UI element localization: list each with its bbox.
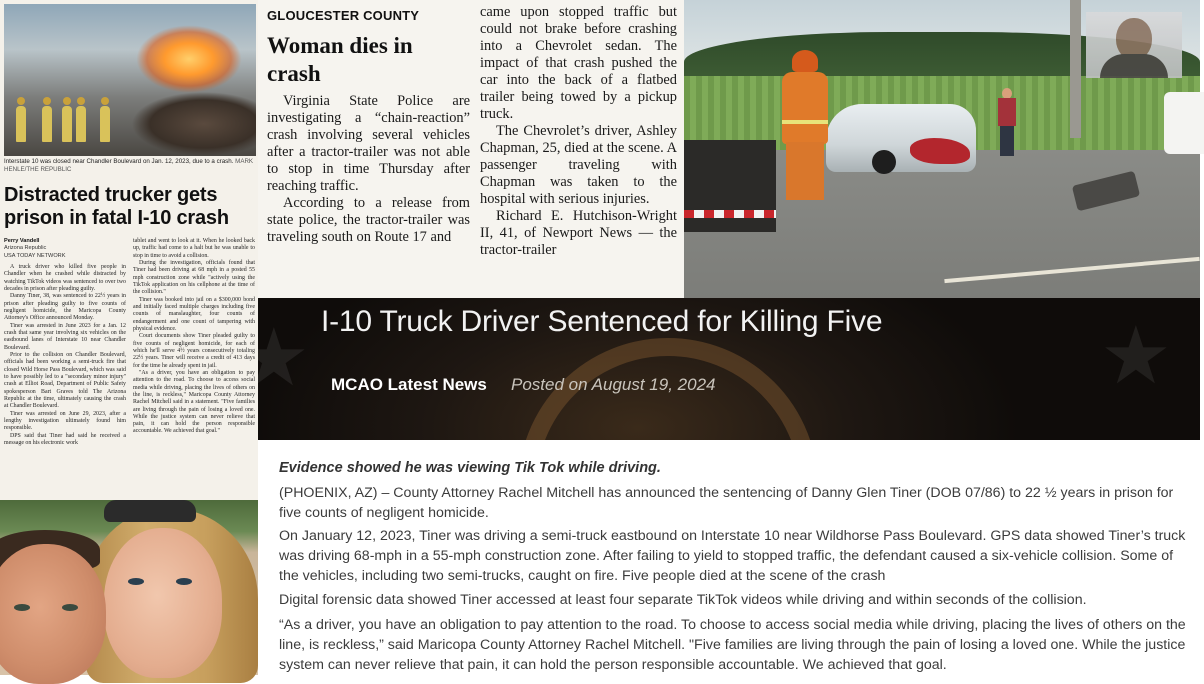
photo-caption — [4, 158, 256, 174]
article-column-2 — [480, 4, 677, 259]
helmet — [792, 50, 818, 72]
posted-date: Posted on August 19, 2024 — [511, 375, 716, 394]
eye — [14, 604, 30, 611]
article-paragraph: Prior to the collision on Chandler Boulevard, officials had been working a semi-truck fire that closed Wild Horse Pass Boulevard, which was said to have possibly led to a "secondary minor injury" crash at Elliot Road, Department of Public Safety spokesperson Bart Graves told The Arizona Republic at the time, ultimately causing the crash at Chandler Boulevard. — [4, 352, 126, 410]
article-paragraph: Richard E. Hutchison-Wright II, 41, of Newport News — the tractor-trailer — [480, 208, 677, 258]
highway-fire-photo — [4, 4, 256, 156]
news-title: I-10 Truck Driver Sentenced for Killing Five — [321, 305, 883, 338]
reflective-stripe — [782, 120, 828, 124]
eye — [128, 578, 144, 585]
article-paragraph: During the investigation, officials found that Tiner had been driving at 68 mph in a posted 55 mph construction zone while "actively using the TikTok application on his cellphone at the time of the collision." — [133, 260, 255, 296]
article-paragraph: A truck driver who killed five people in Chandler when he crashed while distracted by watching TikTok videos was sentenced to over two decades in prison after pleading guilty. — [4, 264, 126, 292]
article-paragraph: came upon stopped traffic but could not brake before crashing into a Chevrolet sedan. The impact of that crash pushed the car into the back of a flatbed trailer being towed by a pickup truck. — [480, 4, 677, 122]
shirt — [998, 98, 1016, 126]
eye — [62, 604, 78, 611]
driver-portrait-inset — [1086, 12, 1182, 78]
white-truck — [1164, 92, 1204, 154]
gloucester-clipping — [258, 0, 684, 298]
article-paragraph: Danny Tiner, 38, was sentenced to 22½ years in prison after pleading guilty to five counts of negligent homicide, the Maricopa County Attorney's Office announced Monday. — [4, 293, 126, 322]
eye — [176, 578, 192, 585]
shoulders — [1100, 54, 1168, 78]
press-release-body — [258, 440, 1200, 675]
sunglasses — [104, 500, 196, 522]
article-paragraph: Tiner was booked into jail on a $300,000 bond and initially faced multiple charges including five counts of manslaughter, four counts of endangerment and one count of tampering with physical evidence. — [133, 296, 255, 332]
crash-scene-photo — [684, 0, 1200, 298]
byline-network: USA TODAY NETWORK — [4, 252, 66, 259]
photo-credit: MARK HENLE/THE REPUBLIC — [4, 158, 254, 173]
flatbed-trailer — [684, 140, 776, 232]
news-category-link[interactable]: MCAO Latest News — [331, 375, 487, 394]
utility-pole — [1070, 0, 1081, 138]
firefighter-figure — [776, 50, 834, 212]
article-column-1 — [267, 93, 470, 246]
car-wheel — [872, 150, 896, 174]
firefighter-figure — [42, 106, 52, 142]
article-headline: Woman dies in crash — [267, 33, 413, 86]
article-paragraph: Tiner was arrested on June 29, 2023, after a lengthy investigation ultimately found him responsible. — [4, 410, 126, 432]
pants — [1000, 126, 1014, 156]
star-icon: ★ — [1100, 309, 1172, 402]
byline-author: Perry Vandell — [4, 238, 40, 244]
couple-selfie-photo — [0, 500, 258, 675]
release-paragraph: On January 12, 2023, Tiner was driving a semi-truck eastbound on Interstate 10 near Wildhorse Pass Boulevard. GPS data showed Tiner’s truck was driving 68-mph in a 55-mph construction zone. After failing to yield to stopped traffic, the defendant caused a six-vehicle collision. Some of the vehicles, including two semi-trucks, caught on fire. Five people died at the scene of the crash — [279, 528, 1186, 584]
turnout-pants — [786, 142, 824, 200]
article-paragraph: Tiner was arrested in June 2023 for a Jan. 12 crash that same year involving six vehicles on the eastbound lanes of Interstate 10 near Chandler Boulevard. — [4, 322, 126, 351]
firefighter-figure — [62, 106, 72, 142]
section-kicker: GLOUCESTER COUNTY — [267, 8, 420, 23]
release-lede: Evidence showed he was viewing Tik Tok while driving. — [279, 460, 661, 476]
article-paragraph: Court documents show Tiner pleaded guilty to five counts of negligent homicide, for each of which he'll serve 4½ years consecutively totaling 22½ years. Tiner will receive a credit of 413 days for the time he already spent in jail. — [133, 333, 255, 369]
woman-face — [104, 528, 222, 678]
star-icon: ★ — [238, 311, 310, 404]
caption-text: Interstate 10 was closed near Chandler Boulevard on Jan. 12, 2023, due to a crash. — [4, 158, 234, 165]
article-paragraph: According to a release from state police, the tractor-trailer was traveling south on Route 17 and — [267, 195, 470, 245]
article-paragraph: "As a driver, you have an obligation to pay attention to the road. To choose to access social media while driving, placing the lives of others on the line, is reckless," Maricopa County Attorney Rachel Mitchell said in a statement. "Five families are living through the pain of losing a loved one. While the justice system can never relieve that pain, it can hold the person responsible accountable. We achieved that goal." — [133, 370, 255, 435]
article-paragraph: tablet and went to look at it. When he looked back up, traffic had come to a halt but he was unable to stop in time to avoid a collision. — [133, 238, 255, 259]
article-paragraph: The Chevrolet’s driver, Ashley Chapman, 25, died at the scene. A passenger traveling with Chapman was taken to the hospital with serious injuries. — [480, 123, 677, 207]
release-paragraph: “As a driver, you have an obligation to pay attention to the road. To choose to access social media while driving, placing the lives of others on the line, is reckless,” said Maricopa County Attorney Rachel Mitchell. "Five families are living through the pain of losing a loved one. While the justice system can never relieve that pain, it can hold the person responsible accountable. We achieved that goal. — [279, 617, 1186, 673]
release-paragraph: (PHOENIX, AZ) – County Attorney Rachel Mitchell has announced the sentencing of Danny Glen Tiner (DOB 07/86) to 22 ½ years in prison for five counts of negligent homicide. — [279, 485, 1174, 521]
article-headline: Distracted trucker gets prison in fatal I-10 crash — [4, 184, 229, 229]
turnout-coat — [782, 72, 828, 144]
byline-outlet: Arizona Republic — [4, 245, 47, 252]
firefighter-figure — [16, 106, 26, 142]
article-paragraph: DPS said that Tiner had said he received a message on his electronic work — [4, 432, 126, 447]
man-face — [0, 544, 106, 684]
release-paragraph: Digital forensic data showed Tiner accessed at least four separate TikTok videos while driving and within seconds of the collision. — [279, 592, 1087, 608]
firefighter-figure — [76, 106, 86, 142]
mcao-banner — [238, 298, 1200, 440]
byline — [4, 238, 124, 260]
firefighter-figure — [100, 106, 110, 142]
article-column-1 — [4, 264, 126, 500]
article-paragraph: Virginia State Police are investigating a “chain-reaction” crash involving several vehicles after a tractor-trailer was not able to stop in time Thursday after reaching traffic. — [267, 93, 470, 194]
article-column-2 — [133, 238, 255, 500]
az-republic-clipping — [0, 0, 258, 500]
bystander-figure — [996, 88, 1018, 158]
